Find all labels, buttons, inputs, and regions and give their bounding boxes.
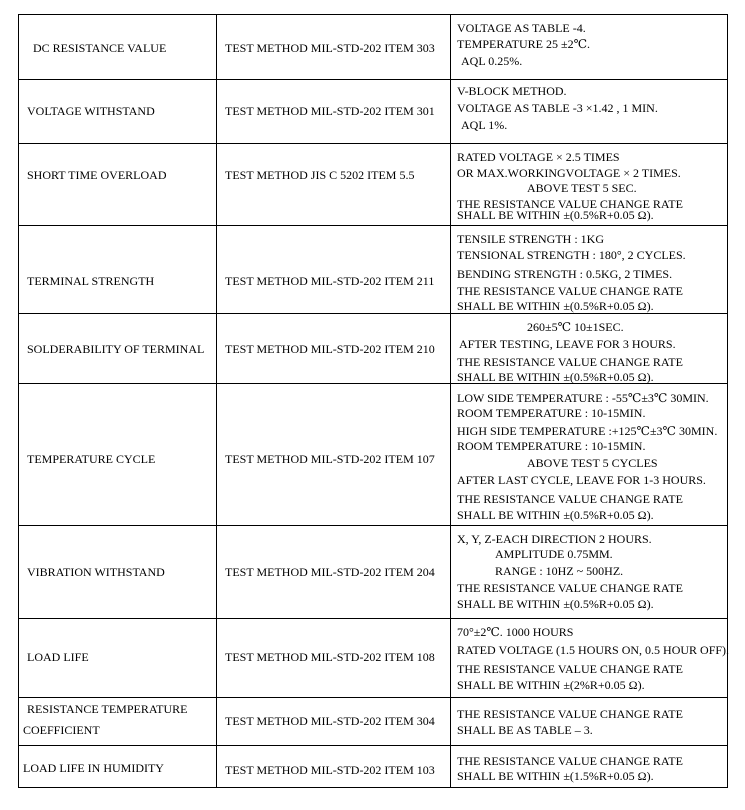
test-item-name: SHORT TIME OVERLOAD xyxy=(27,168,167,182)
detail-line: RANGE : 10HZ ~ 500HZ. xyxy=(495,564,624,578)
test-item-name: LOAD LIFE xyxy=(27,650,89,664)
detail-line: TENSILE STRENGTH : 1KG xyxy=(457,232,604,246)
detail-line: THE RESISTANCE VALUE CHANGE RATE xyxy=(457,492,683,506)
table-row xyxy=(19,143,727,225)
detail-line: SHALL BE WITHIN ±(0.5%R+0.05 Ω). xyxy=(457,597,654,611)
table-row xyxy=(19,79,727,143)
detail-line: BENDING STRENGTH : 0.5KG, 2 TIMES. xyxy=(457,267,673,281)
detail-line: THE RESISTANCE VALUE CHANGE RATE xyxy=(457,284,683,298)
detail-line: SHALL BE WITHIN ±(0.5%R+0.05 Ω). xyxy=(457,370,654,384)
test-item-name: SOLDERABILITY OF TERMINAL xyxy=(27,342,205,356)
detail-line: AQL 0.25%. xyxy=(461,54,523,68)
test-method: TEST METHOD JIS C 5202 ITEM 5.5 xyxy=(225,168,415,182)
detail-line: OR MAX.WORKINGVOLTAGE × 2 TIMES. xyxy=(457,166,681,180)
test-method: TEST METHOD MIL-STD-202 ITEM 103 xyxy=(225,763,435,777)
test-spec-table xyxy=(18,14,728,788)
table-row xyxy=(19,525,727,618)
detail-line: THE RESISTANCE VALUE CHANGE RATE xyxy=(457,197,683,211)
table-row xyxy=(19,225,727,313)
detail-line: ROOM TEMPERATURE : 10-15MIN. xyxy=(457,406,646,420)
detail-line: 70°±2℃. 1000 HOURS xyxy=(457,625,574,639)
detail-line: ABOVE TEST 5 CYCLES xyxy=(527,456,658,470)
test-method: TEST METHOD MIL-STD-202 ITEM 204 xyxy=(225,565,435,579)
detail-line: THE RESISTANCE VALUE CHANGE RATE xyxy=(457,581,683,595)
table-row xyxy=(19,745,727,787)
table-row xyxy=(19,313,727,383)
table-row xyxy=(19,383,727,525)
test-method: TEST METHOD MIL-STD-202 ITEM 210 xyxy=(225,342,435,356)
test-item-name: TEMPERATURE CYCLE xyxy=(27,452,156,466)
detail-line: VOLTAGE AS TABLE -4. xyxy=(457,21,586,35)
detail-line: SHALL BE WITHIN ±(0.5%R+0.05 Ω). xyxy=(457,508,654,522)
test-method: TEST METHOD MIL-STD-202 ITEM 301 xyxy=(225,104,435,118)
test-method: TEST METHOD MIL-STD-202 ITEM 108 xyxy=(225,650,435,664)
test-item-name: DC RESISTANCE VALUE xyxy=(33,41,167,55)
detail-line: ABOVE TEST 5 SEC. xyxy=(527,181,637,195)
test-item-name: VIBRATION WITHSTAND xyxy=(27,565,165,579)
test-item-name: RESISTANCE TEMPERATURE xyxy=(27,702,188,716)
test-method: TEST METHOD MIL-STD-202 ITEM 107 xyxy=(225,452,435,466)
detail-line: LOW SIDE TEMPERATURE : -55℃±3℃ 30MIN. xyxy=(457,391,709,405)
table-row xyxy=(19,697,727,745)
test-method: TEST METHOD MIL-STD-202 ITEM 303 xyxy=(225,41,435,55)
test-method: TEST METHOD MIL-STD-202 ITEM 211 xyxy=(225,274,435,288)
detail-line: AFTER LAST CYCLE, LEAVE FOR 1-3 HOURS. xyxy=(457,473,706,487)
detail-line: SHALL BE WITHIN ±(0.5%R+0.05 Ω). xyxy=(457,299,654,313)
test-item-name: VOLTAGE WITHSTAND xyxy=(27,104,155,118)
detail-line: SHALL BE WITHIN ±(1.5%R+0.05 Ω). xyxy=(457,769,654,783)
detail-line: SHALL BE AS TABLE – 3. xyxy=(457,723,593,737)
table-row xyxy=(19,618,730,697)
detail-line: X, Y, Z-EACH DIRECTION 2 HOURS. xyxy=(457,532,652,546)
detail-line: THE RESISTANCE VALUE CHANGE RATE xyxy=(457,707,683,721)
detail-line: ROOM TEMPERATURE : 10-15MIN. xyxy=(457,439,646,453)
detail-line: THE RESISTANCE VALUE CHANGE RATE xyxy=(457,355,683,369)
detail-line: VOLTAGE AS TABLE -3 ×1.42 , 1 MIN. xyxy=(457,101,658,115)
detail-line: RATED VOLTAGE (1.5 HOURS ON, 0.5 HOUR OFF). xyxy=(457,643,730,657)
detail-line: 260±5℃ 10±1SEC. xyxy=(527,320,624,334)
detail-line: HIGH SIDE TEMPERATURE :+125℃±3℃ 30MIN. xyxy=(457,424,718,438)
detail-line: THE RESISTANCE VALUE CHANGE RATE xyxy=(457,754,683,768)
test-method: TEST METHOD MIL-STD-202 ITEM 304 xyxy=(225,714,435,728)
detail-line: RATED VOLTAGE × 2.5 TIMES xyxy=(457,150,620,164)
detail-line: TENSIONAL STRENGTH : 180°, 2 CYCLES. xyxy=(457,248,686,262)
detail-line: SHALL BE WITHIN ±(0.5%R+0.05 Ω). xyxy=(457,208,654,222)
detail-line: AFTER TESTING, LEAVE FOR 3 HOURS. xyxy=(459,337,676,351)
detail-line: THE RESISTANCE VALUE CHANGE RATE xyxy=(457,662,683,676)
detail-line: TEMPERATURE 25 ±2℃. xyxy=(457,37,591,51)
table-row xyxy=(19,15,727,79)
test-item-name: LOAD LIFE IN HUMIDITY xyxy=(23,761,164,775)
test-item-name-cont: COEFFICIENT xyxy=(23,723,100,737)
test-item-name: TERMINAL STRENGTH xyxy=(27,274,155,288)
detail-line: SHALL BE WITHIN ±(2%R+0.05 Ω). xyxy=(457,678,645,692)
detail-line: AQL 1%. xyxy=(461,118,508,132)
detail-line: AMPLITUDE 0.75MM. xyxy=(495,547,613,561)
detail-line: V-BLOCK METHOD. xyxy=(457,84,567,98)
